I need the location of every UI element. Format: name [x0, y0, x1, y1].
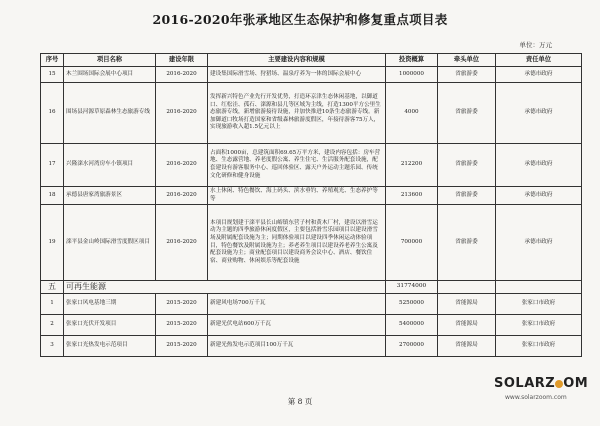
project-name: 滦平县金山岭国际滑雪度假区项目	[64, 205, 156, 281]
table-row	[41, 187, 582, 205]
lead-unit: 省旅游委	[438, 83, 496, 144]
header-cell: 项目名称	[64, 54, 156, 67]
investment: 2700000	[386, 336, 438, 357]
header-cell: 序号	[41, 54, 64, 67]
table-row	[41, 205, 582, 281]
project-name: 承德县唐家湾旅游景区	[64, 187, 156, 205]
table-row	[41, 67, 582, 83]
lead-unit: 省旅游委	[438, 144, 496, 187]
page-number: 第 8 页	[287, 397, 313, 406]
unit-label: 单位：万元	[519, 41, 552, 49]
row-number: 15	[41, 67, 64, 83]
header-cell: 牵头单位	[438, 54, 496, 67]
responsible-unit: 承德市政府	[496, 205, 582, 281]
responsible-unit: 张家口市政府	[496, 315, 582, 336]
project-name: 张家口风电基地三期	[64, 294, 156, 315]
sun-icon	[555, 380, 563, 388]
investment: 212200	[386, 144, 438, 187]
lead-unit: 省能源局	[438, 294, 496, 315]
investment: 700000	[386, 205, 438, 281]
project-content: 新建风电场700万千瓦	[208, 294, 386, 315]
build-years: 2016-2020	[156, 67, 208, 83]
header-cell: 主要建设内容和规模	[208, 54, 386, 67]
logo-url: www.solarzoom.com	[505, 394, 567, 401]
responsible-unit: 承德市政府	[496, 187, 582, 205]
table-row	[41, 83, 582, 144]
row-number: 18	[41, 187, 64, 205]
row-number: 16	[41, 83, 64, 144]
row-number: 1	[41, 294, 64, 315]
project-name: 张家口光伏开发项目	[64, 315, 156, 336]
table-row	[41, 336, 582, 357]
project-content: 新建光伏电站600万千瓦	[208, 315, 386, 336]
investment: 4000	[386, 83, 438, 144]
section-number: 五	[41, 281, 64, 294]
project-name: 兴隆滦水河湾房车小镇项目	[64, 144, 156, 187]
row-number: 19	[41, 205, 64, 281]
section-row	[41, 281, 582, 294]
project-name: 张家口光热发电示范项目	[64, 336, 156, 357]
empty-cell	[438, 281, 496, 294]
project-name: 木兰围场国际会展中心项目	[64, 67, 156, 83]
project-content: 建设集国际滑雪场、狩猎场、温泉疗养为一体的国际会展中心	[208, 67, 386, 83]
header-cell: 责任单位	[496, 54, 582, 67]
investment: 5250000	[386, 294, 438, 315]
responsible-unit: 承德市政府	[496, 144, 582, 187]
responsible-unit: 承德市政府	[496, 83, 582, 144]
lead-unit: 省旅游委	[438, 67, 496, 83]
responsible-unit: 承德市政府	[496, 67, 582, 83]
solarzoom-logo	[494, 376, 588, 391]
table-header-row	[41, 54, 582, 67]
header-cell: 投资概算	[386, 54, 438, 67]
build-years: 2016-2020	[156, 144, 208, 187]
section-name: 可再生能源	[64, 281, 386, 294]
build-years: 2016-2020	[156, 83, 208, 144]
header-cell: 建设年限	[156, 54, 208, 67]
document-title: 2016-2020年张承地区生态保护和修复重点项目表	[152, 12, 448, 27]
build-years: 2016-2020	[156, 205, 208, 281]
project-content: 新建光热发电示范项目100万千瓦	[208, 336, 386, 357]
row-number: 3	[41, 336, 64, 357]
investment: 1000000	[386, 67, 438, 83]
responsible-unit: 张家口市政府	[496, 336, 582, 357]
project-content: 占面积1000亩，总建筑面积69.65万平方米，建设内容包括：房车营地、生态露营地、养老度假公寓、养生住宅、生活服务配套设施，配套建设有游客服务中心、巡回体验区、露天户外运动主题乐园、传统文化研修和健身设施	[208, 144, 386, 187]
lead-unit: 省旅游委	[438, 187, 496, 205]
lead-unit: 省旅游委	[438, 205, 496, 281]
project-content: 水上休闲、特色餐饮、海上码头、滨水垂钓、养殖观光、生态养护等等	[208, 187, 386, 205]
section-investment: 31774000	[386, 281, 438, 294]
investment: 213600	[386, 187, 438, 205]
lead-unit: 省能源局	[438, 336, 496, 357]
logo-text-right: OM	[563, 376, 589, 391]
row-number: 17	[41, 144, 64, 187]
responsible-unit: 张家口市政府	[496, 294, 582, 315]
project-content: 本项目规划建于滦平县长山峪镇东营子村和黄木厂村，建设以滑雪运动为主题的四季旅游休闲度假区，主要包括滑雪乐园项目以建设滑雪场及附属配套设施为主；同期体验项目以建设四季休闲运动体验项目，特色餐饮及附属设施为主；养老养生项目以建设养老养生公寓及配套设施为主；商业配套项目以建设商务会议中心、酒店、餐饮住宿、商业购物、休闲娱乐等配套设施	[208, 205, 386, 281]
build-years: 2016-2020	[156, 187, 208, 205]
investment: 5400000	[386, 315, 438, 336]
project-table	[40, 53, 582, 357]
project-name: 围场县河源草原森林生态旅游专线	[64, 83, 156, 144]
row-number: 2	[41, 315, 64, 336]
table-row	[41, 144, 582, 187]
table-row	[41, 315, 582, 336]
table-row	[41, 294, 582, 315]
project-content: 发挥新兴特色产业先行开发优势，打造环京津生态休闲基地，以御道口、红松洼、孤石、滦源和县几等区域为主线，打造1300平方公里生态旅游专线，新增旅游接待设施，并加快推进10条生态旅游专线。新加御道口牧场打造国家和省级森林旅游度假区，年接待游客75万人，实现旅游收入超1.5亿元以上	[208, 83, 386, 144]
logo-text-left: SOLARZ	[494, 376, 556, 391]
empty-cell	[496, 281, 582, 294]
lead-unit: 省能源局	[438, 315, 496, 336]
build-years: 2015-2020	[156, 315, 208, 336]
build-years: 2015-2020	[156, 336, 208, 357]
build-years: 2015-2020	[156, 294, 208, 315]
